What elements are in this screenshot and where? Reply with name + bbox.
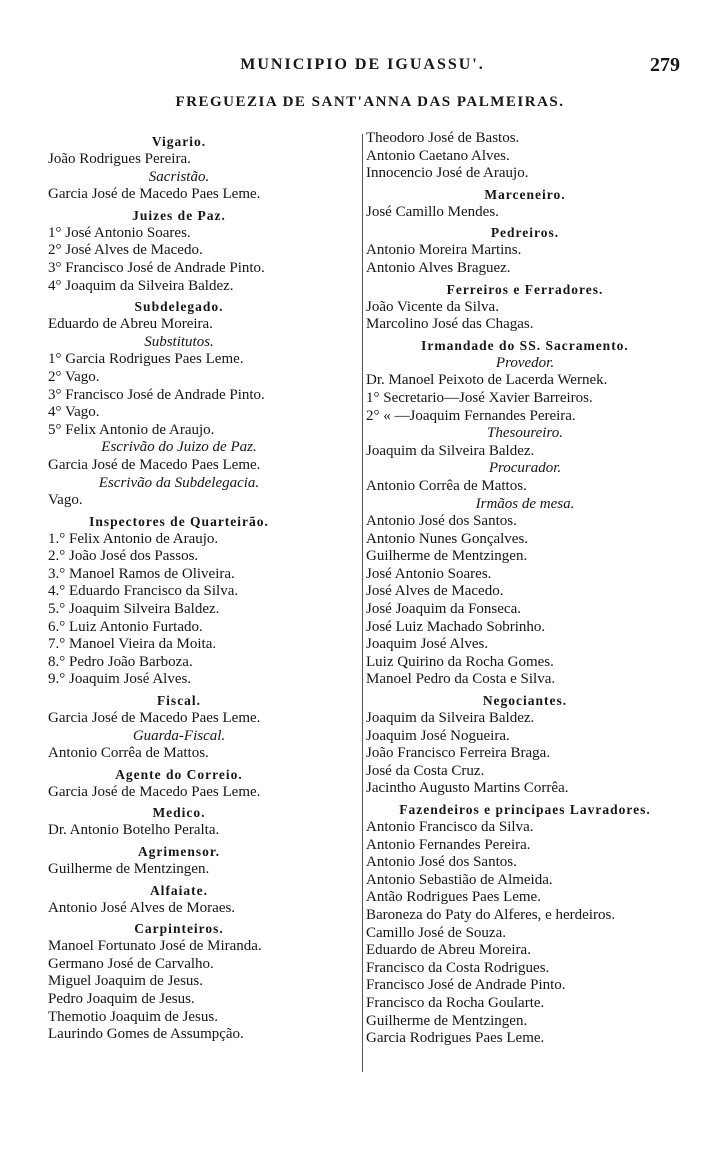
list-item: Garcia Rodrigues Paes Leme. (366, 1030, 545, 1047)
section-heading: Marceneiro. (484, 186, 566, 202)
list-item: Antonio José dos Santos. (366, 854, 517, 871)
list-item: 1° Garcia Rodrigues Paes Leme. (48, 351, 244, 368)
list-item: Guilherme de Mentzingen. (48, 861, 210, 877)
list-item: Antonio Fernandes Pereira. (366, 836, 531, 853)
list-item: Pedro Joaquim de Jesus. (48, 990, 195, 1007)
list-item: 9.° Joaquim José Alves. (48, 671, 192, 688)
list-section (366, 691, 684, 798)
list-item: Antão Rodrigues Paes Leme. (366, 889, 541, 906)
list-item: Eduardo de Abreu Moreira. (48, 316, 213, 333)
list-section (48, 475, 310, 510)
list-section (366, 800, 684, 1048)
list-item: 2° José Alves de Macedo. (48, 242, 203, 259)
list-section (366, 185, 684, 222)
section-heading: Escrivão da Subdelegacia. (98, 474, 260, 491)
right-column (366, 130, 684, 1048)
list-item: Francisco da Rocha Goularte. (366, 994, 545, 1011)
page-number: 279 (650, 54, 680, 76)
list-item: 5.° Joaquim Silveira Baldez. (48, 601, 220, 618)
section-heading: Pedreiros. (490, 225, 560, 241)
section-heading: Subdelegado. (134, 299, 224, 315)
list-item: José Alves de Macedo. (366, 583, 504, 600)
section-heading: Inspectores de Quarteirão. (89, 513, 269, 529)
list-item: Joaquim da Silveira Baldez. (366, 442, 535, 459)
list-item: Guilherme de Mentzingen. (366, 1012, 528, 1029)
list-item: Garcia José de Macedo Paes Leme. (48, 186, 261, 203)
section-heading: Agrimensor. (137, 844, 221, 859)
section-heading: Escrivão do Juizo de Paz. (101, 439, 257, 456)
list-section (48, 765, 310, 802)
section-heading: Alfaiate. (149, 882, 209, 898)
list-item: Marcolino José das Chagas. (366, 316, 534, 333)
section-heading: Irmandade do SS. Sacramento. (421, 337, 629, 353)
list-section (366, 336, 684, 355)
running-header: MUNICIPIO DE IGUASSU'. (240, 56, 485, 73)
list-section (366, 496, 684, 690)
list-item: Garcia José de Macedo Paes Leme. (48, 783, 261, 800)
list-item: Antonio José Alves de Moraes. (48, 899, 236, 916)
list-item: Guilherme de Mentzingen. (366, 548, 528, 565)
section-heading: Substitutos. (144, 333, 214, 350)
list-item: Innocencio José de Araujo. (366, 165, 529, 182)
list-section (48, 919, 310, 1044)
list-item: José Luiz Machado Sobrinho. (366, 618, 546, 635)
column-divider (362, 134, 363, 1072)
list-item: 1° José Antonio Soares. (48, 224, 191, 241)
list-item: Antonio Francisco da Silva. (366, 819, 534, 835)
section-heading: Vigario. (151, 134, 207, 149)
list-item: 4.° Eduardo Francisco da Silva. (48, 583, 239, 600)
list-section (48, 691, 310, 728)
list-item: Theodoro José de Bastos. (366, 130, 520, 146)
list-item: Antonio Caetano Alves. (366, 147, 510, 164)
list-item: 2° Vago. (48, 368, 100, 385)
list-section (366, 355, 684, 425)
section-heading: Thesoureiro. (487, 425, 563, 442)
section-title: FREGUEZIA DE SANT'ANNA DAS PALMEIRAS. (175, 94, 565, 110)
section-heading: Agente do Correio. (115, 766, 243, 782)
list-section (48, 297, 310, 334)
section-heading: Medico. (152, 805, 206, 821)
list-item: 4° Vago. (48, 404, 100, 421)
section-heading: Fazendeiros e principaes Lavradores. (399, 802, 651, 817)
section-heading: Juizes de Paz. (132, 207, 226, 223)
list-item: Joaquim da Silveira Baldez. (366, 710, 535, 727)
list-item: Manoel Pedro da Costa e Silva. (366, 671, 556, 688)
section-heading: Irmãos de mesa. (475, 495, 575, 512)
list-item: Miguel Joaquim de Jesus. (48, 973, 203, 990)
list-item: Manoel Fortunato José de Miranda. (48, 938, 262, 955)
list-item: 2° « —Joaquim Fernandes Pereira. (366, 407, 576, 424)
list-item: Garcia José de Macedo Paes Leme. (48, 710, 261, 727)
list-section (48, 169, 310, 204)
section-heading: Procurador. (488, 460, 562, 477)
section-heading: Ferreiros e Ferradores. (446, 281, 604, 297)
list-section (366, 130, 684, 183)
list-section (48, 803, 310, 840)
list-item: 5° Felix Antonio de Araujo. (48, 421, 215, 438)
list-section (48, 842, 310, 879)
list-item: 6.° Luiz Antonio Furtado. (48, 618, 203, 635)
list-item: Germano José de Carvalho. (48, 955, 214, 972)
list-item: 2.° João José dos Passos. (48, 548, 199, 565)
list-item: 4° Joaquim da Silveira Baldez. (48, 277, 234, 294)
list-item: Eduardo de Abreu Moreira. (366, 942, 531, 959)
list-section (366, 460, 684, 495)
section-heading: Negociantes. (482, 693, 568, 709)
list-section (48, 881, 310, 918)
list-item: Dr. Manoel Peixoto de Lacerda Wernek. (366, 372, 608, 389)
list-item: João Francisco Ferreira Braga. (366, 745, 551, 762)
list-item: José da Costa Cruz. (366, 762, 485, 779)
list-item: Joaquim José Nogueira. (366, 727, 510, 744)
list-item: Joaquim José Alves. (366, 636, 489, 653)
section-heading: Provedor. (495, 354, 555, 371)
list-item: João Vicente da Silva. (366, 298, 499, 315)
section-heading: Guarda-Fiscal. (132, 727, 226, 744)
list-section (366, 425, 684, 460)
list-item: 3° Francisco José de Andrade Pinto. (48, 386, 265, 403)
list-item: José Antonio Soares. (366, 565, 492, 582)
list-item: Themotio Joaquim de Jesus. (48, 1008, 218, 1025)
list-item: 8.° Pedro João Barboza. (48, 653, 193, 670)
list-item: Camillo José de Souza. (366, 924, 506, 941)
list-item: Antonio Corrêa de Mattos. (48, 745, 209, 762)
list-item: Antonio José dos Santos. (366, 513, 517, 530)
list-item: 1.° Felix Antonio de Araujo. (48, 530, 219, 547)
list-item: 1° Secretario—José Xavier Barreiros. (366, 389, 593, 406)
list-section (366, 223, 684, 277)
list-item: Francisco José de Andrade Pinto. (366, 977, 566, 994)
list-item: 3.° Manoel Ramos de Oliveira. (48, 565, 235, 582)
list-item: Antonio Nunes Gonçalves. (366, 530, 529, 547)
list-section (366, 280, 684, 334)
list-item: Luiz Quirino da Rocha Gomes. (366, 653, 554, 670)
list-item: Antonio Sebastião de Almeida. (366, 871, 553, 888)
list-item: 7.° Manoel Vieira da Moita. (48, 636, 217, 653)
list-item: Jacintho Augusto Martins Corrêa. (366, 780, 569, 797)
list-section (48, 728, 310, 763)
section-heading: Fiscal. (156, 693, 202, 709)
list-section (48, 512, 310, 689)
list-item: Vago. (48, 492, 83, 509)
list-section (48, 206, 310, 295)
list-section (48, 334, 310, 440)
list-item: Garcia José de Macedo Paes Leme. (48, 456, 261, 473)
list-item: Dr. Antonio Botelho Peralta. (48, 822, 220, 839)
list-item: Francisco da Costa Rodrigues. (366, 959, 550, 976)
list-item: José Camillo Mendes. (366, 203, 499, 220)
list-item: João Rodrigues Pereira. (48, 151, 191, 167)
list-item: 3° Francisco José de Andrade Pinto. (48, 259, 265, 276)
section-heading: Sacristão. (148, 168, 210, 185)
list-section (48, 132, 310, 169)
list-item: José Joaquim da Fonseca. (366, 601, 521, 618)
list-item: Antonio Alves Braguez. (366, 259, 511, 276)
list-item: Antonio Moreira Martins. (366, 242, 522, 259)
list-item: Baroneza do Paty do Alferes, e herdeiros. (366, 906, 616, 923)
section-heading: Carpinteiros. (134, 921, 224, 937)
list-item: Antonio Corrêa de Mattos. (366, 477, 527, 494)
left-column (48, 130, 310, 1044)
list-item: Laurindo Gomes de Assumpção. (48, 1026, 244, 1043)
list-section (48, 439, 310, 474)
